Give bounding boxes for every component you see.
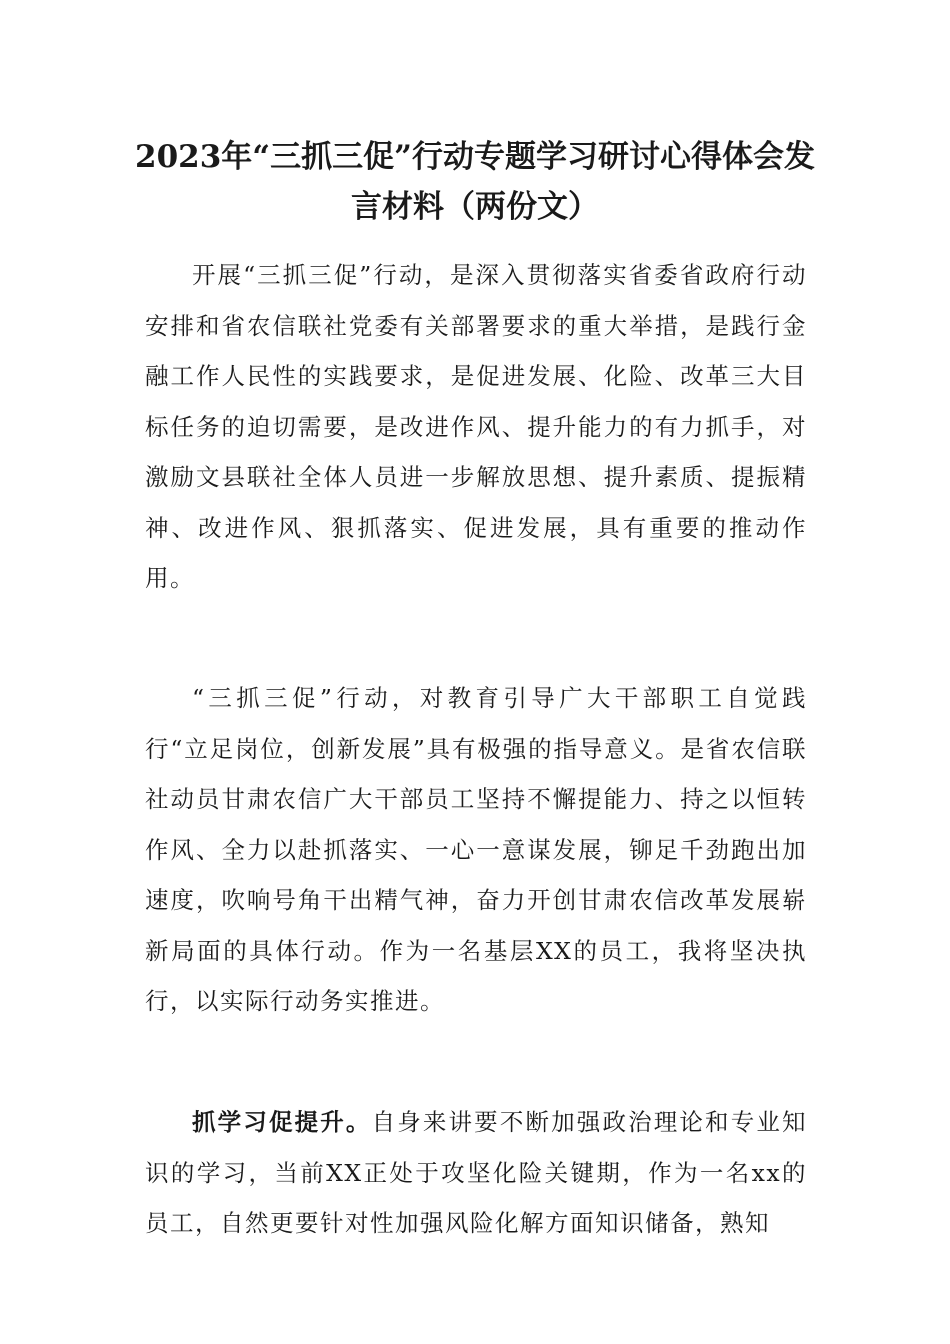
paragraph-1-text: 开展“三抓三促”行动，是深入贯彻落实省委省政府行动安排和省农信联社党委有关部署要求的重大举措，是践行金融工作人民性的实践要求，是促进发展、化险、改革三大目标任务的迫切需要，是改进作风、提升能力的有力抓手，对激励文县联社全体人员进一步解放思想、提升素质、提振精神、改进作风、狠抓落实、促进发展，具有重要的推动作用。 bbox=[145, 261, 807, 592]
document-title: 2023年“三抓三促”行动专题学习研讨心得体会发言材料（两份文） bbox=[135, 139, 815, 225]
paragraph-2 bbox=[145, 673, 807, 1027]
paragraph-1 bbox=[145, 250, 807, 604]
paragraph-3-lead: 抓学习促提升。 bbox=[192, 1108, 372, 1136]
paragraph-3 bbox=[145, 1097, 807, 1249]
paragraph-2-text: “三抓三促”行动，对教育引导广大干部职工自觉践行“立足岗位，创新发展”具有极强的指导意义。是省农信联社动员甘肃农信广大干部员工坚持不懈提能力、持之以恒转作风、全力以赴抓落实、一心一意谋发展，铆足千劲跑出加速度，吹响号角干出精气神，奋力开创甘肃农信改革发展崭新局面的具体行动。作为一名基层XX的员工，我将坚决执行，以实际行动务实推进。 bbox=[145, 684, 807, 1015]
paragraph-3-text: 自身来讲要不断加强政治理论和专业知识的学习，当前XX正处于攻坚化险关键期，作为一名xx的员工，自然更要针对性加强风险化解方面知识储备，熟知 bbox=[145, 1108, 808, 1237]
